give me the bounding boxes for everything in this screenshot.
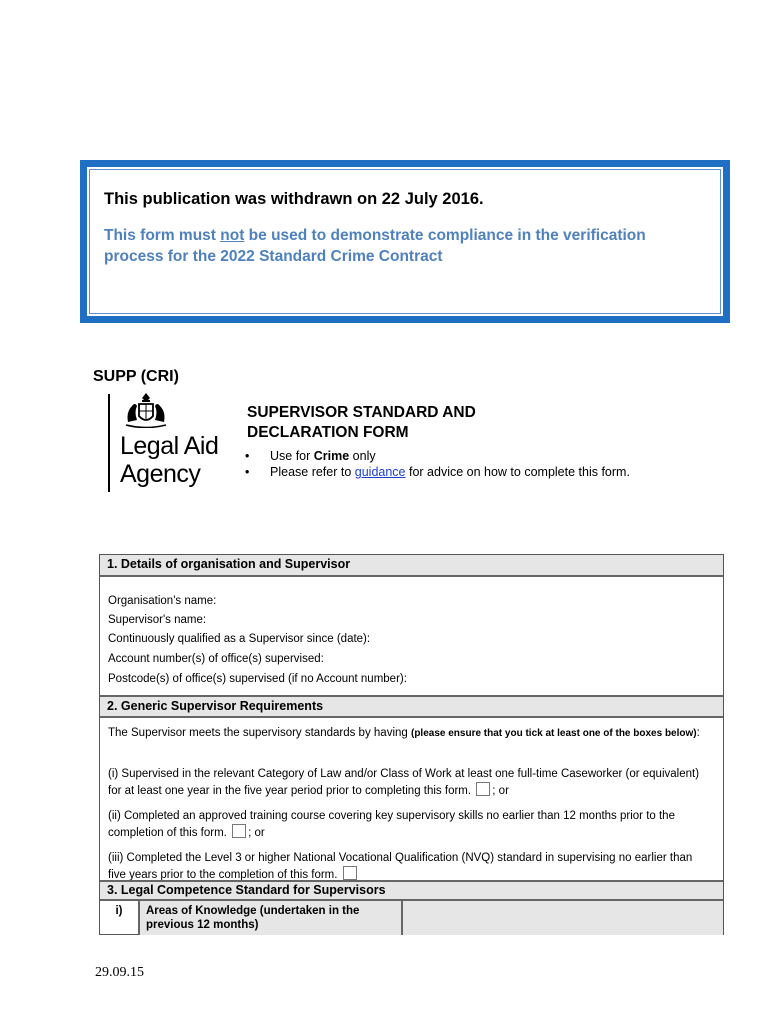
withdrawn-notice-banner <box>80 160 730 323</box>
guidance-link[interactable]: guidance <box>354 465 406 479</box>
supervisor-name-field[interactable]: Supervisor's name: <box>108 614 207 626</box>
form-title-line2: DECLARATION FORM <box>247 424 409 441</box>
instructions-list <box>245 448 630 480</box>
option-iii-text: (iii) Completed the Level 3 or higher National Vocational Qualification (NVQ) standard in supervising no earlier than five years prior to the completion of this form. <box>108 852 693 881</box>
form-title <box>247 403 547 443</box>
instruction-text: for advice on how to complete this form. <box>405 465 630 479</box>
option-iii-checkbox[interactable] <box>343 866 357 880</box>
section-3-row-i <box>100 900 723 935</box>
warning-text-start: This form must <box>104 227 221 244</box>
form-title-line1: SUPERVISOR STANDARD AND <box>247 404 476 421</box>
option-ii-suffix: ; or <box>248 826 265 839</box>
form-code: SUPP (CRI) <box>93 368 179 385</box>
option-i <box>108 767 713 798</box>
logo-text-line2: Agency <box>120 460 201 488</box>
intro-bold-text: (please ensure that you tick at least one of the boxes below) <box>410 728 697 739</box>
withdrawn-notice-title: This publication was withdrawn on 22 July 2016. <box>104 190 484 208</box>
banner-inner-frame <box>89 169 721 314</box>
instruction-text: Please refer to <box>270 465 355 479</box>
warning-emphasis: not <box>220 227 245 244</box>
option-ii <box>108 809 713 840</box>
royal-crest-icon <box>120 392 172 428</box>
option-i-checkbox[interactable] <box>476 782 490 796</box>
section-1-heading: 1. Details of organisation and Supervisor <box>100 555 723 577</box>
withdrawn-notice-warning <box>104 225 704 267</box>
postcodes-field[interactable]: Postcode(s) of office(s) supervised (if no Account number): <box>108 673 407 685</box>
instruction-text: Use for <box>270 449 314 463</box>
logo-text-line1: Legal Aid <box>120 432 219 460</box>
account-numbers-field[interactable]: Account number(s) of office(s) supervised: <box>108 653 324 665</box>
warning-text-end: be used to demonstrate compliance in the verification process for the 2022 Standard Crime Contract <box>104 227 646 265</box>
areas-of-knowledge-label: Areas of Knowledge (undertaken in the previous 12 months) <box>140 901 403 935</box>
supervisor-form <box>99 554 724 935</box>
footer-date: 29.09.15 <box>95 965 144 980</box>
instruction-text: only <box>349 449 376 463</box>
option-ii-text: (ii) Completed an approved training course covering key supervisory skills no earlier than 12 months prior to the completion of this form. <box>108 810 675 839</box>
instruction-crime-bold: Crime <box>313 449 350 463</box>
option-iii <box>108 851 713 882</box>
section-2-intro <box>108 726 713 742</box>
intro-end-text: : <box>696 727 700 739</box>
instruction-crime <box>245 448 630 464</box>
qualified-since-field[interactable]: Continuously qualified as a Supervisor since (date): <box>108 633 371 645</box>
option-ii-checkbox[interactable] <box>232 824 246 838</box>
logo-rule <box>108 394 110 492</box>
areas-of-knowledge-input[interactable] <box>403 901 723 935</box>
option-i-text: (i) Supervised in the relevant Category of Law and/or Class of Work at least one full-time Caseworker (or equivalent) for at least one year in the five year period prior to completing this form. <box>108 768 700 797</box>
option-i-suffix: ; or <box>492 784 509 797</box>
organisation-name-field[interactable]: Organisation's name: <box>108 595 217 607</box>
section-2-heading: 2. Generic Supervisor Requirements <box>100 695 723 718</box>
instruction-guidance <box>245 464 630 480</box>
intro-text: The Supervisor meets the supervisory standards by having <box>108 727 411 739</box>
row-number: i) <box>100 901 140 935</box>
section-3-heading: 3. Legal Competence Standard for Supervisors <box>100 880 723 901</box>
legal-aid-agency-logo <box>108 392 238 496</box>
